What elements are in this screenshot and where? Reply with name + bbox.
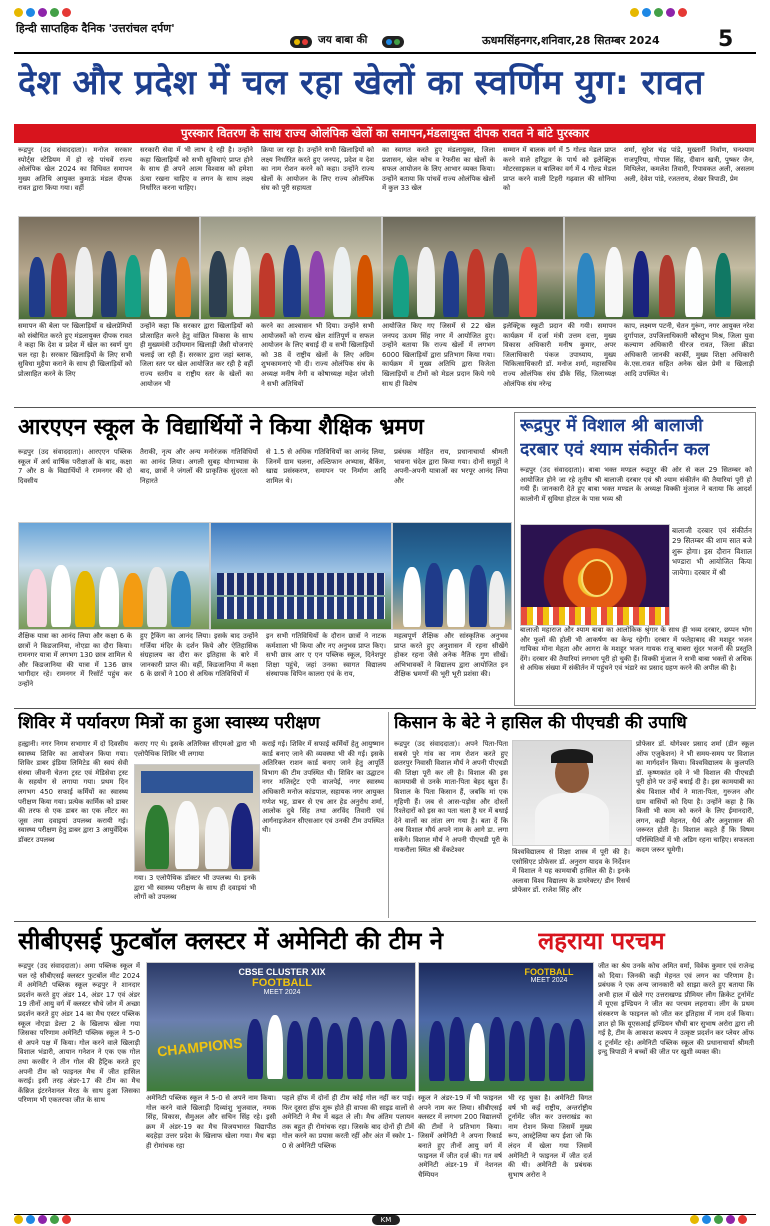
footer-emblem: KM [372,1215,400,1225]
story2-column: हुए ट्रैकिंग का आनंद लिया। इसके बाद उन्होंने गर्जिया मंदिर के दर्शन किये और ऐतिहासिक संग्रहालय का दौरा कर इतिहास के बारे में जानकारी प्राप्त की। वहीं, किडजानिया में कक्षा 6 के छात्रों ने 100 से अधिक गतिविधियों में [140,632,258,679]
story5-column: प्रोफेसर डॉ. योगेश्वर प्रसाद शर्मा (डीन स्कूल ऑफ एजुकेशन) ने भी समय-समय पर विशाल का मार्गदर्शन किया। विश्वविद्यालय के कुलपति डॉ. कृष्णकांत दवे ने भी विशाल की पीएचडी पूरी होने पर उन्हें बधाई दी है। इस कामयाबी का श्रेय विशाल मौर्य ने माता-पिता, गुरुजन और ग्राम वासियों को दिया है। उन्होंने कहा है कि किसी भी काम को करने के लिए ईमानदारी, लगन, कड़ी मेहनत, धैर्य और अनुशासन की जरूरत होती है। विशाल कहते हैं कि विषम परिस्थितियों में भी अडिग रहना चाहिए। सफलता कदम जरूर चूमेगी। [636,740,754,854]
story2-column: प्रबंधक मोहित राय, प्रधानाचार्या श्रीमती भावना चंदेल द्वारा किया गया। दोनों समूहों ने अपनी-अपनी यात्राओं का भरपूर आनंद लिया और [394,448,508,485]
sports-award-photo [200,216,382,320]
story1-column: काप, लक्ष्मण पटनी, चेतन गुरूंग, नगर आयुक्त नरेश दुर्गापाल, उपजिलाधिकारी कौस्तुभ मिश्र, जिला युवा कल्याण अधिकारी धीरज रावत, जिला क्रीडा अधिकारी जानकी कार्की, मुख्य शिक्षा अधिकारी के.एस.रावत सहित अनेक खेल प्रेमी व खिलाड़ी आदि उपस्थित थे। [624,322,754,378]
main-headline: देश और प्रदेश में चल रहा खेलों का स्वर्णिम युग: रावत [18,63,704,103]
story3-headline-line2: दरबार एवं श्याम संकीर्तन कल [520,440,710,460]
main-subhead-banner: पुरस्कार वितरण के साथ राज्य ओलंपिक खेलों का समापन,मंडलायुक्त दीपक रावत ने बांटे पुरस्कार [14,124,756,143]
football-champions-photo [146,962,416,1092]
champions-text: CHAMPIONS [156,1034,244,1060]
football-banner-meet: MEET 2024 [263,989,301,996]
football-banner-title: FOOTBALL [252,977,312,989]
sports-award-photo [564,216,756,320]
story1-column: सम्मान में बालक वर्ग में 5 गोल्ड मेडल प्राप्त करने वाले हरिद्वार के पार्थ को इलेक्ट्रिक मोटरसाइकल व बालिका वर्ग में 4 गोल्ड मेडल प्राप्त करने वाली टिहरी गढ़वाल की सोनिया को [503,146,616,193]
header-color-dots-right [630,8,687,17]
story1-column: रूद्रपुर (उद संवाददाता)। मनोज सरकार स्पोर्ट्स स्टेडियम में हो रहे पांचवें राज्य ओलंपिक खेल 2024 का विधिवत समापन मुख्य अतिथि आयुक्त कुमाऊं मंडल दीपक रावत द्वारा किया गया। वहीं [18,146,132,193]
story4-headline: शिविर में पर्यावरण मित्रों का हुआ स्वास्थ्य परीक्षण [18,713,320,733]
header-emblem-icon [382,33,404,52]
story6-column: स्कूल ने अंडर-19 में भी फाइनल अपने नाम कर लिया। सीबीएसई क्लस्टर में लगभग 200 विद्यालयों की टीमों ने प्रतिभाग किया। जिसमें अमेनिटी ने अपना रिकार्ड बनाते हुए तीनों आयु वर्ग में फाइनल में जीत दर्ज की। गत वर्ष अमेनिटी अंडर-19 में नेशनल चैम्पियन [418,1094,502,1179]
story6-column: भी रह चुका है। अमेनिटी विगत वर्ष भी कई राष्ट्रीय, अन्तर्राष्ट्रीय टूर्नामेंट जीत कर उत्तराखंड का नाम रोशन किया जिसमें मुख्य रूप, आस्ट्रेलिया कप ईशा जो कि लंदन में खेला गया जिसमें अमेनिटी ने फाइनल में जीत दर्ज की थी। अमेनिटी के प्रबंधक सुभाष अरोरा ने [508,1094,592,1179]
story5-column: रूद्रपुर (उद संवाददाता)। अपने पिता-पिता सबसे पुरे गांव का नाम रोशन करते हुए छतरपुर निवासी विशाल मौर्य ने अपनी पीएचडी की शिक्षा पूरी कर ली है। विशाल की इस कामयाबी से उनके माता-पिता बेहद खुश हैं। विशाल के पिता किसान हैं, जबकि मां एक गृहिणी हैं। जब से आस-पड़ोस और दोस्तों रिश्तेदारों को इस का पता चला है घर में बधाई देने वालों का तांता लग गया है। बता दें कि अब विशाल मौर्य अपने नाम के आगे डा. लगा सकेंगे। विशाल मौर्य ने अपनी पीएचडी पूरी के गाकरौला स्थित श्री वेंकटेश्वर [394,740,508,854]
story2-headline: आरएएन स्कूल के विद्यार्थियों ने किया शैक्षिक भ्रमण [18,415,424,440]
school-trip-photo [210,522,392,630]
story4-column: हल्द्वानी। नगर निगम सभागार में दो दिवसीय स्वास्थ्य शिविर का आयोजन किया गया। शिविर डाबर इंडिया लिमिटेड की स्वयं सेवी संस्था जीवनी चेतना ट्रस्ट एवं मेडिसेवा ट्रस्ट के सहयोग से लगाया गया। प्रथम दिन लगभग 450 सफाई कर्मियों का स्वास्थ्य परीक्षण किया गया। प्रत्येक कार्मिक को डाबर की तरफ से एक डाबर का एक लीटर का जूस तथा दवाइयां उपलब्ध करायी गई। स्वास्थ्य परीक्षण हेतु डाबर द्वारा 3 आयुर्वेदिक डॉक्टर उपलब्ध [18,740,128,844]
section-divider [14,921,756,922]
footer-color-dots-right [690,1215,747,1224]
story6-headline-red: लहराया परचम [538,927,665,955]
story3-body-bottom: बालाजी महाराज और श्याम बाबा का आलोकिक श्रृंगार के साथ ही भव्य दरबार, छप्पन भोग और फूलों की होली भी आकर्षण का केन्द्र रहेगी। दरबार में फतेहाबाद की मशहूर भजन गायिका मोना मेहता और आगरा के मशहूर भजन गायक राजू बाबरा सुंदर भजनों की प्रस्तुति देंगे। दरबार की तैयारियां लगभग पूरी हो चुकी हैं। विक्की मुंजाल ने सभी बाबा भक्तों से अधिक से अधिक संख्या में संकीर्तन में पहुंचने एवं भंडारे का प्रसाद ग्रहण करने की अपील की है। [520,626,752,673]
om-emblem-icon [290,33,312,52]
header-rule [14,52,756,54]
health-camp-photo [134,764,260,872]
story2-column: से 1.5 से अधिक गतिविधियों का आनंद लिया, जिनमें ग्राम चलना, अल्ठिफान अभ्यास, बैकिंग, खाद्य प्रसंस्करण, समापन पर निर्माण आदि शामिल थे। [266,448,386,485]
story1-column: क्रिया जा रहा है। उन्होंने सभी खिलाड़ियों को लक्ष्य निर्धारित करते हुए जनपद, प्रदेश व देश का नाम रोशन करने को कहा। उन्होंने राज्य खेलों के आयोजन के लिए राज्य ओलंपिक संघ को पूरी सहायता [261,146,374,193]
place-date: ऊधमसिंहनगर,शनिवार,28 सितम्बर 2024 [482,34,660,47]
sports-award-photo [18,216,200,320]
story1-column: शर्मा, सुरेश चंद्र पांडे, मुख्तार्री निर्वाण, घनश्याम राजपूरिया, गोपाल सिंह, दीवान खत्री, पुष्कर जैन, मिथिलेश, कमलेश तिवारी, रिपावकत अली, असलम अली, देवेश पांडे, रजतराय, शेखर त्रिपाठी, प्रेम [624,146,754,183]
section-divider [14,407,756,408]
story5-headline: किसान के बेटे ने हासिल की पीएचडी की उपाधि [394,713,687,733]
story3-side-text: बालाजी दरबार एवं संकीर्तन 29 सितम्बर की शाम सात बजे शुरू होगा। इस दौरान विशाल भण्डारा भी आयोजित किया जायेगा। दरबार में श्री [672,526,752,577]
story6-headline: सीबीएसई फुटबॉल क्लस्टर में अमेनिटी की टीम ने [18,927,444,955]
school-trip-photo [392,522,512,630]
story2-column: महत्वपूर्ण शैक्षिक और सांस्कृतिक अनुभव प्राप्त करते हुए अनुशासन में रहना सीखेंगे होकर रहना जैसे अनेक नैतिक गुण सीखें। अभिभावकों ने विद्यालय द्वारा आयोजित इन शैक्षिक भ्रमणों की भूरी भूरी प्रशंसा की। [394,632,508,679]
story5-column: विश्वविद्यालय से शिक्षा शास्त्र में पूरी की है। एसोसिएट प्रोफेसर डॉ. अनुराग यादव के निर्देशन में विशाल ने यह कामयाबी हासिल की है। इनके अलावा विश्व विद्यालय के डायरेक्टर/ डीन रिसर्च प्रोफेसर डॉ. राजेश सिंह और [512,848,630,895]
story1-column: का स्वागत करते हुए मंडलायुक्त, जिला प्रशासन, खेल कोच व रेफरीस का खेलों के सफल आयोजन के लिए आभार व्यक्त किया। उन्होंने बताया कि पांचवें राज्य ओलंपिक खेलों में कुल 33 खेल [382,146,495,193]
story6-column: जीत का श्रेय उनके कोच अमित वर्मा, विवेक कुमार एवं राजेन्द्र को दिया। जिनकी कड़ी मेहनत एवं लगन का परिणाम है। प्रबंधक ने एक अन्य जानकारी को साझा करते हुए बताया कि अभी हाल में खेले गए उत्तराखण्ड प्रीमियर लीग क्रिकेट टूर्नामेंट में यूएस इण्डियन ने जीत का परचम लहराया। लीग के प्रथम संस्करण के फाइनल को जीत कर इतिहास में नाम दर्ज किया। ज्ञात हो कि यूएसआई इण्डियन चौथी बार सुभाष अरोरा द्वारा ली गई है, टीम के आकाश कश्यप ने उत्कृष्ट प्रदर्शन कर प्लेयर ऑफ द टूर्नामेंट रहे। अमेनिटी पब्लिक स्कूल की प्रधानाचार्या श्रीमती इन्दु त्रिपाठी ने बच्चों की जीत पर खुशी व्यक्त की। [598,962,754,1057]
column-rule [388,712,389,918]
football-team-photo [418,962,594,1092]
story1-column: सरकारी सेवा में भी लाभ दे रही है। उन्होंने कहा खिलाड़ियों को सभी सुविधाएं प्राप्त होने के साथ ही अपने आत्म विश्वास को हमेशा ऊंचा रखना चाहिए व लगन के साथ लक्ष्य निर्धारित करना चाहिए। [140,146,253,193]
story6-column: पहले हॉफ में दोनों ही टीम कोई गोल नहीं कर पाई। फिर दूसरा हॉफ शुरू होते ही वापस की साइड वालों से अमेनिटी ने मैच में बढ़त ले ली। मैच अंतिम पलायन तक बहुत ही रोमांचक रहा। जिसके बाद दोनों ही टीमें गोल करने का प्रयास करती रहीं और अंत में स्कोर 1-0 से अमेनिटी पब्लिक [282,1094,414,1150]
story1-column: आयोजित किए गए जिसमें से 22 खेल जनपद ऊधम सिंह नगर में आयोजित हुए। उन्होंने बताया कि राज्य खेलों में लगभग 6000 खिलाड़ियों द्वारा प्रतिभाग किया गया। कार्यक्रम में मुख्य अतिथि द्वारा विजेता खिलाड़ियों व टीमों को मेडल प्रदान किये गये साथ ही विशेष [382,322,495,388]
header-color-dots-left [14,8,71,17]
vishal-maurya-portrait [512,740,632,846]
section-divider [14,708,756,709]
story2-column: तैराकी, नृत्य और अन्य मनोरंजक गतिविधियों का आनंद लिया। अगली सुबह योगाभ्यास के बाद, छात्रों ने जंगलों की प्राकृतिक सुंदरता को निहारते [140,448,258,485]
story1-column: उन्होंने कहा कि सरकार द्वारा खिलाड़ियों को प्रोत्साहित करने हेतु वांछित विकास के साथ ही मुख्यमंत्री उदीयमान खिलाड़ी जैसी योजनाएं चलाई जा रही हैं। सरकार द्वारा जहां ब्लाक, जिला स्तर पर खेल आयोजित कर रही है वहीं राज्य स्तरीय व राष्ट्रीय स्तर के खेलों का आयोजन भी [140,322,253,388]
story1-column: इलेक्ट्रिक स्कूटी प्रदान की गयी। समापन कार्यक्रम में दर्जा मंत्री उत्तम दत्ता, मुख्य विकास अधिकारी मनीष कुमार, अपर जिलाधिकारी पंकज उपाध्याय, मुख्य चिकित्साधिकारी डॉ. मनोज शर्मा, महासचिव राज्य ओलंपिक संघ डीके सिंह, जिलाध्यक्ष ओलंपिक संघ नरेन्द्र [503,322,616,388]
page-number: 5 [718,27,734,52]
school-trip-photo [18,522,210,630]
story6-column: अमेनिटी पब्लिक स्कूल ने 5-0 से अपने नाम किया। गोल करने वाले खिलाड़ी दिव्यांशु भुजवाल, नमक सिंह, विकास, सैमुअल और सचिन सिंह रहे। इसी क्रम में अंडर-19 का मैच विजयभारत विद्यापीठ बदहेड़ा उत्तर प्रदेश के खिलाफ खेला गया। मैच बड़ा ही रोमांचक रहा [146,1094,276,1150]
story1-column: समापन की बेला पर खिलाड़ियों व खेलप्रेमियों को संबोधित करते हुए मंडलायुक्त दीपक रावत ने कहा कि देश व प्रदेश में खेल का स्वर्ण युग चल रहा है। सरकार खिलाड़ियों के लिए सभी सुविधा मुहैया कराने के साथ ही खिलाड़ियों को प्रोत्साहित करने के लिए [18,322,132,378]
football-banner-text: CBSE CLUSTER XIX [238,967,326,977]
balaji-idol-photo [520,524,670,626]
story4-column: गया। 3 एलोपैथिक डॉक्टर भी उपलब्ध थे। इनके द्वारा भी स्वास्थ्य परीक्षण के साथ ही दवाइयां भी लोगों को उपलब्ध [134,874,256,902]
sports-award-photo [382,216,564,320]
football-right-meet: MEET 2024 [530,977,568,984]
footer-color-dots-left [14,1215,71,1224]
story6-column: रूद्रपुर (उद संवाददाता)। अमा पब्लिक स्कूल में चल रहे सीबीएसई क्लस्टर फुटबॉल मीट 2024 में अमेनिटी पब्लिक स्कूल रूद्रपुर ने शानदार प्रदर्शन करते हुए अंडर 14, अंडर 17 एवं अंडर 19 तीनों आयु वर्ग में क्लस्टर चौथे जोन में अच्छा प्रदर्शन करते हुए अंडर 14 का मैच एस्टर पब्लिक स्कूल नोएडा डेल्टा 2 के खिलाफ खेला गया जिसका परिणाम अमेनिटी पब्लिक स्कूल ने 5-0 से अपने पक्ष में किया। गोल करने वाले खिलाड़ी विशाल भंडारी, आयान गनेशन ने एक एक गोल तथा करवीर ने तीन गोल की हैट्रिक करते हुए अपनी टीम को फाइनल मैच में जीत हासिल कराई। इसी तरह अंडर-17 की टीम का मैच केंब्रिज इंटरनेशनल मेरठ के साथ हुआ जिसका परिणाम भी एकतरफा जीत के साथ [18,962,140,1105]
paper-name: हिन्दी साप्तहिक दैनिक 'उत्तरांचल दर्पण' [16,22,175,35]
story2-column: शैक्षिक यात्रा का आनंद लिया और कक्षा 6 के छात्रों ने किडजानिया, नोएडा का दौरा किया। रामनगर यात्रा में लगभग 130 छात्र शामिल थे और किडजानिया की यात्रा में 136 छात्र भागीदार रहे। रामनगर में रिसॉर्ट पहुंच कर उन्होंने [18,632,132,688]
story4-column: कराई गई। शिविर में सफाई कर्मियों हेतु आयुष्मान कार्ड बनाए जाने की व्यवस्था भी की गई। इसके अतिरिक्त राशन कार्ड बनाए जाने हेतु आपूर्ति विभाग की टीम उपस्थित थी। शिविर का उद्घाटन नगर मजिस्ट्रेट एपी वाजपेई, नगर स्वास्थ्य अधिकारी मनोज कांडपाल, सहायक नगर आयुक्त गणेश भट्ट, डाबर से एच आर हेड अनुरोध शर्मा, आलोक दुबे सिंह तथा अरविंद तिवारी एवं आर्गनाइजेशन सीएसआर एवं उनकी टीम उपस्थित थी। [262,740,384,835]
story1-column: करने का आश्वासन भी दिया। उन्होंने सभी आयोजकों को राज्य खेल शांतिपूर्ण व सफल आयोजन के लिए बधाई दी व सभी खिलाड़ियों को 38 वें राष्ट्रीय खेलों के लिए अग्रिम शुभकामनाएं भी दी। राज्य ओलंपिक संघ के अध्यक्ष मनीष नेगी व कोषाध्यक्ष महेश जोशी ने सभी अतिथियों [261,322,374,388]
story4-column: कराए गए थे। इसके अतिरिक्त सीएमओ द्वारा भी एलोपैथिक शिविर भी लगाया [134,740,256,758]
story2-column: इन सभी गतिविधियों के दौरान छात्रों ने नाटक कर्मशाला भी किया और नए अनुभव प्राप्त किए। सभी छात्र आर ए एन पब्लिक स्कूल, दिनेशपुर शिक्षा पहुंचे, जहां उनका स्वागत विद्यालय संस्थापक विपिन कालरा एवं के राय, [266,632,386,679]
story3-body: रूद्रपुर (उद संवाददाता)। बाबा भक्त मण्डल रूद्रपुर की ओर से कल 29 सितम्बर को आयोजित होने जा रहे तृतीय श्री बालाजी दरबार एवं श्री श्याम संकीर्तन की तैयारियां पूरी हो गयी हैं। जानकारी देते हुए बाबा भक्त मण्डल के अध्यक्ष विक्की मुंजाल ने बताया कि आदर्श कालोनी में सुविधा होटल के पास भव्य श्री [520,466,752,503]
story3-headline-line1: रूद्रपुर में विशाल श्री बालाजी [520,416,703,436]
football-right-title: FOOTBALL [524,967,574,977]
header-slogan: जय बाबा की [318,34,368,46]
story2-column: रूद्रपुर (उद संवाददाता)। आरएएन पब्लिक स्कूल में अर्ध वार्षिक परीक्षाओं के बाद, कक्षा 7 और 8 के विद्यार्थियों ने रामनगर की दो दिवसीय [18,448,132,485]
